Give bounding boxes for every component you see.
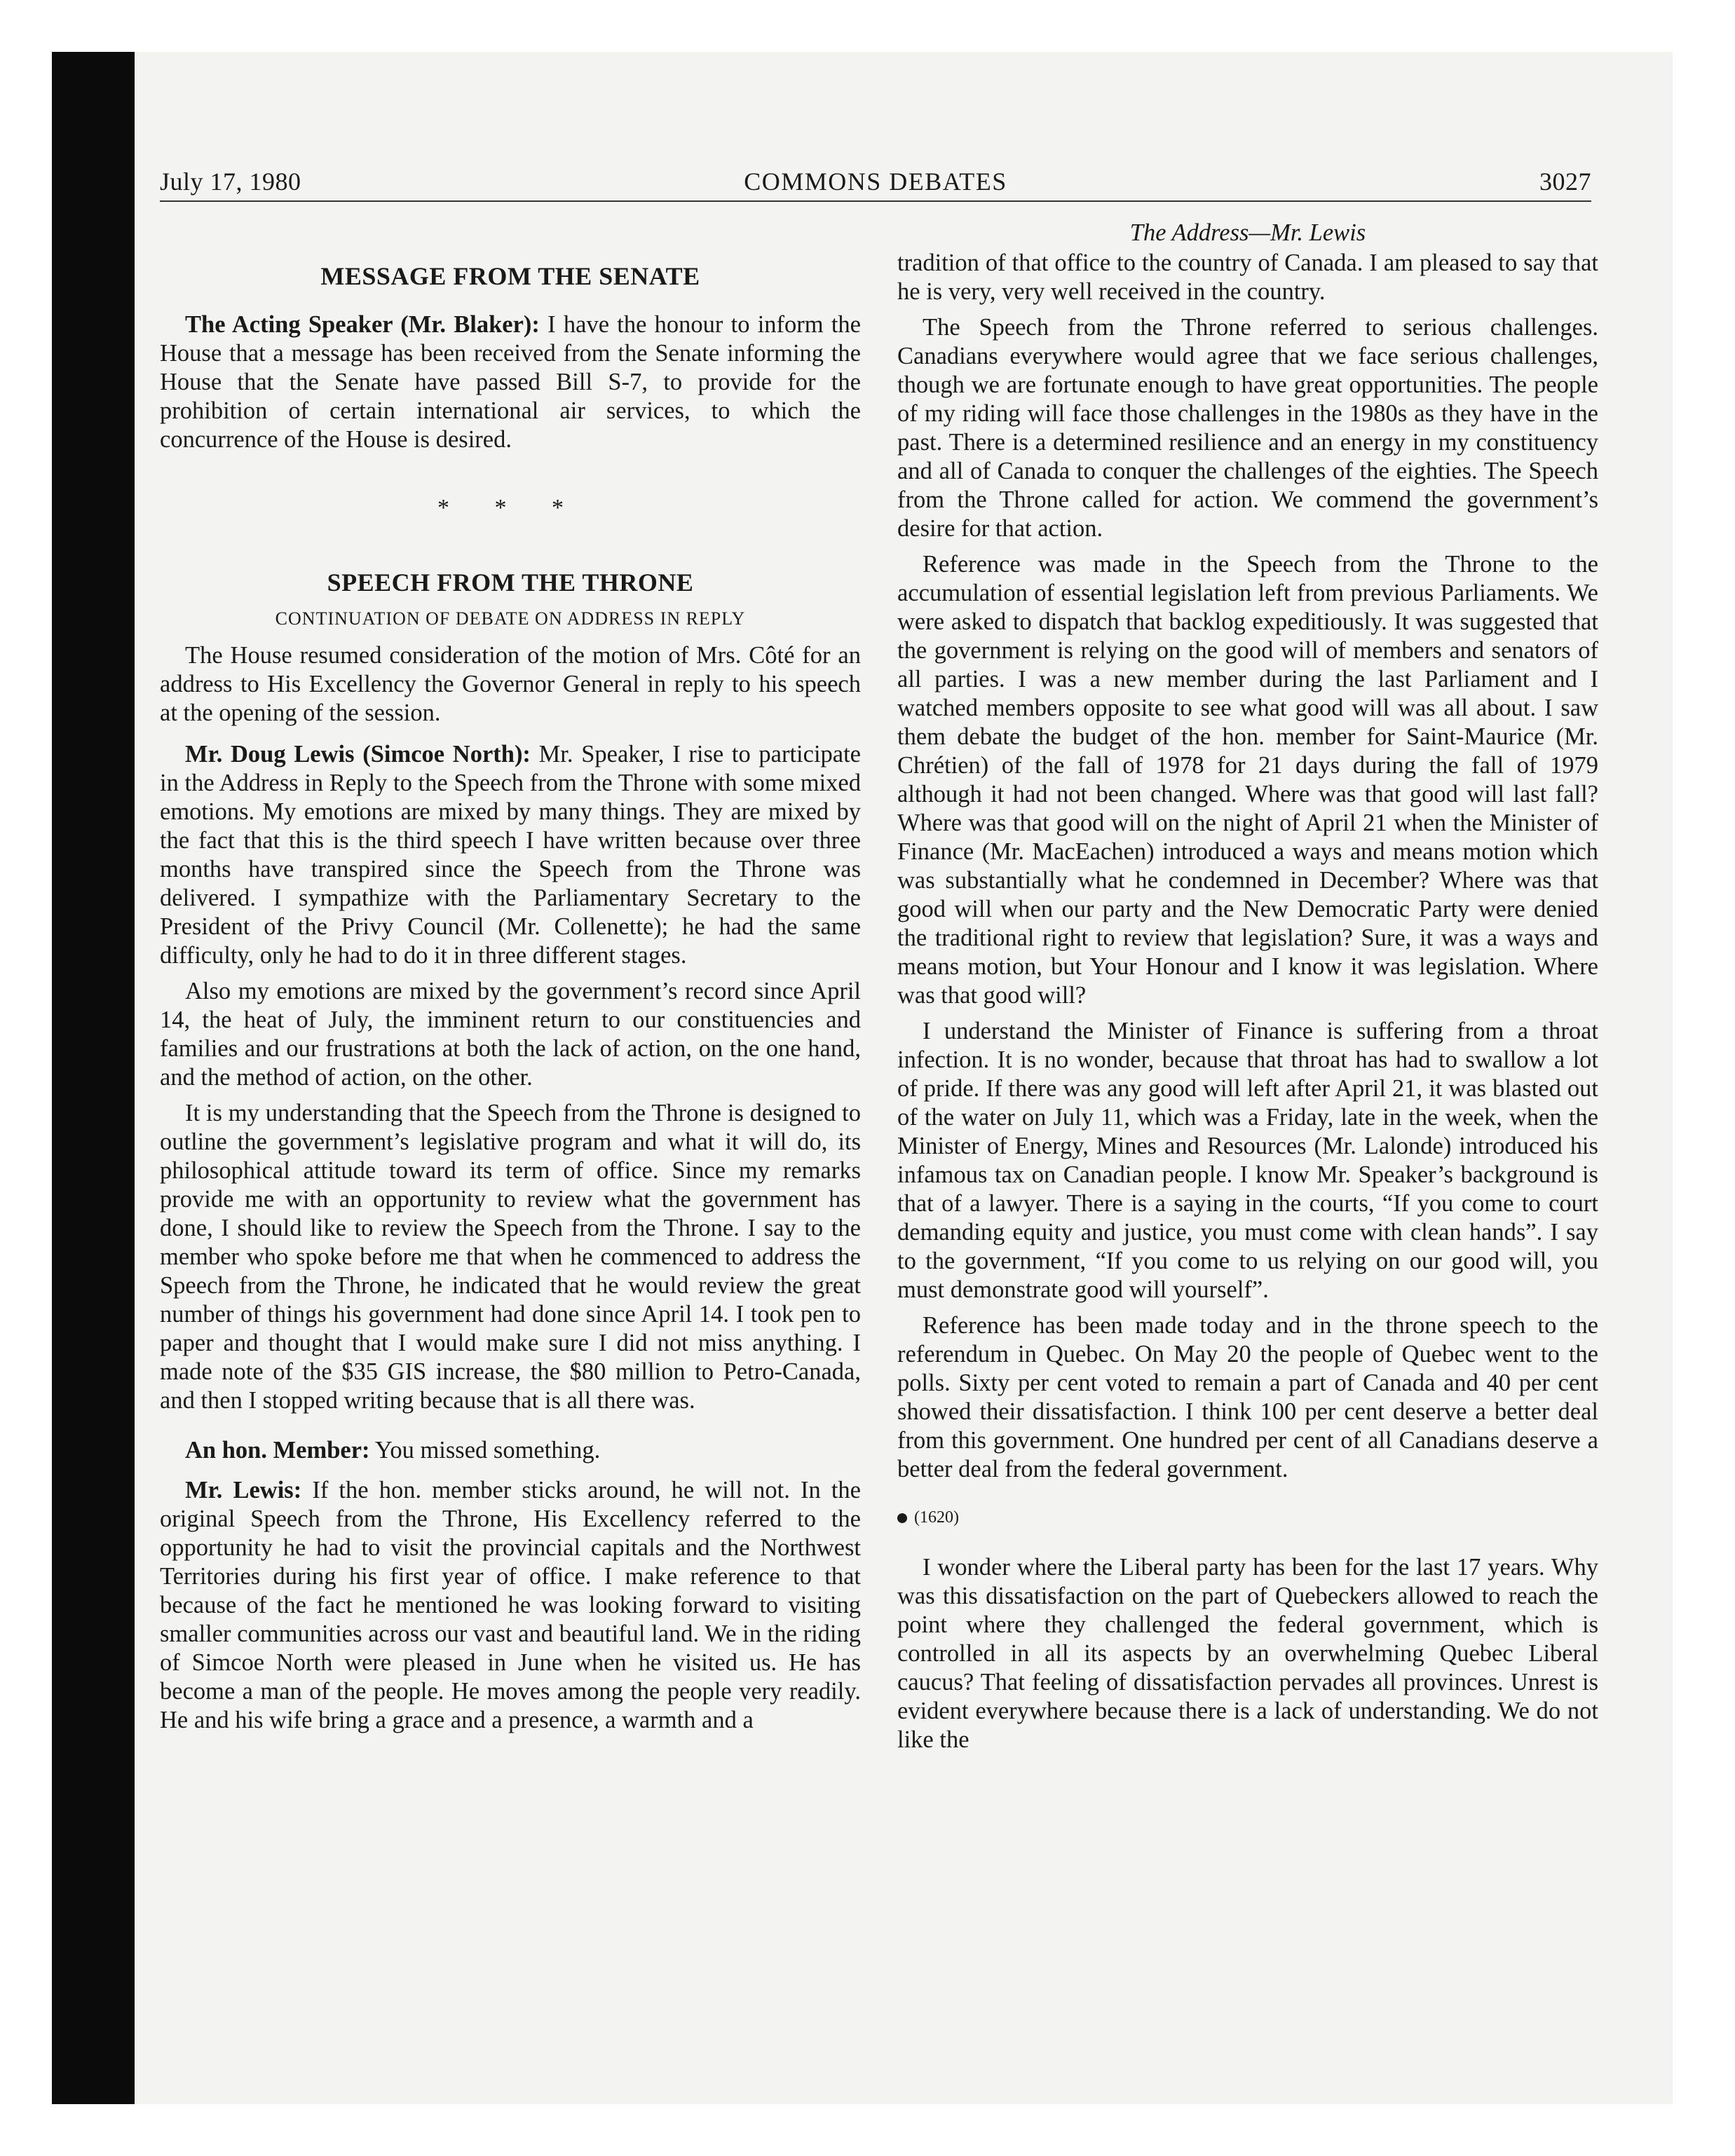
paragraph-text: Mr. Speaker, I rise to participate in the Address in Reply to the Speech from the Throne with some mixed emotions. My emotions are mixed by many things. They are mixed by the fact that this is the third speech I have written because over three months have transpired since the Speech from the Throne was delivered. I sympathize with the Parliamentary Secretary to the President of the Privy Council (Mr. Collenette); he had the same difficulty, only he had to do it in three different stages. bbox=[160, 741, 861, 969]
binding-edge bbox=[52, 52, 135, 2104]
lewis-paragraph-2 bbox=[160, 1476, 861, 1735]
liberal-paragraph: I wonder where the Liberal party has been for the last 17 years. Why was this dissatisfaction on the part of Quebeckers allowed to reach the point where they challenged the federal government, which is controlled in all its aspects by an overwhelming Quebec Liberal caucus? That feeling of dissatisfaction pervades all provinces. Unrest is evident everywhere because there is a lack of understanding. We do not like the bbox=[897, 1554, 1598, 1753]
resumed-paragraph: The House resumed consideration of the motion of Mrs. Côté for an address to His Excellency the Governor General in reply to his speech at the opening of the session. bbox=[160, 642, 861, 726]
page-header bbox=[160, 165, 1591, 202]
running-head: The Address—Mr. Lewis bbox=[1129, 219, 1366, 246]
speaker-name: The Acting Speaker (Mr. Blaker): bbox=[185, 311, 540, 338]
time-marker bbox=[897, 1503, 1598, 1532]
senate-heading: MESSAGE FROM THE SENATE bbox=[320, 262, 700, 290]
lewis-paragraph-1 bbox=[160, 740, 861, 970]
paragraph-text: I have the honour to inform the House that a message has been received from the Senate informing the House that the Senate have passed Bill S-7, to provide for the prohibition of certain international air services, to which the concurrence of the House is desired. bbox=[160, 311, 861, 453]
page-number: 3027 bbox=[1539, 168, 1591, 196]
challenges-paragraph: The Speech from the Throne referred to serious challenges. Canadians everywhere would agree that we face serious challenges, though we are fortunate enough to have great opportunities. The people of my riding will face those challenges in the 1980s as they have in the past. There is a determined resilience and an energy in my constituency and all of Canada to conquer the challenges of the eighties. The Speech from the Throne called for action. We commend the government’s desire for that action. bbox=[897, 314, 1598, 542]
right-column bbox=[897, 219, 1598, 1761]
speaker-name: Mr. Lewis: bbox=[185, 1477, 302, 1503]
throne-subheading: CONTINUATION OF DEBATE ON ADDRESS IN REPLY bbox=[275, 608, 746, 629]
left-column bbox=[160, 219, 861, 1742]
referendum-paragraph: Reference has been made today and in the throne speech to the referendum in Quebec. On May 20 the people of Quebec went to the polls. Sixty per cent voted to remain a part of Canada and 40 per cent showed their dissatisfaction. I think 100 per cent deserve a better deal from this government. One hundred per cent of all Canadians deserve a better deal from the federal government. bbox=[897, 1312, 1598, 1482]
speaker-name: An hon. Member: bbox=[185, 1437, 370, 1464]
section-separator: * * * bbox=[437, 495, 583, 521]
throne-heading: SPEECH FROM THE THRONE bbox=[327, 568, 694, 596]
time-marker-label: (1620) bbox=[914, 1508, 959, 1527]
senate-message-paragraph bbox=[160, 311, 861, 454]
understanding-paragraph: It is my understanding that the Speech from the Throne is designed to outline the government’s legislative program and what it will do, its philosophical attitude toward its term of office. Since my remarks provide me with an opportunity to review what the government has done, I should like to review the Speech from the Throne. I say to the member who spoke before me that when he commenced to address the Speech from the Throne, he indicated that he would review the great number of things his government had done since April 14. I took pen to paper and thought that I would make sure I did not miss anything. I made note of the $35 GIS increase, the $80 million to Petro-Canada, and then I stopped writing because that is all there was. bbox=[160, 1100, 861, 1414]
tradition-paragraph: tradition of that office to the country of Canada. I am pleased to say that he is very, very well received in the country. bbox=[897, 250, 1598, 305]
header-date: July 17, 1980 bbox=[160, 168, 301, 196]
header-title: COMMONS DEBATES bbox=[744, 168, 1007, 196]
speaker-name: Mr. Doug Lewis (Simcoe North): bbox=[185, 741, 531, 767]
minister-paragraph: I understand the Minister of Finance is suffering from a throat infection. It is no wonder, because that throat has had to swallow a lot of pride. If there was any good will left after April 21, it was blasted out of the water on July 11, which was a Friday, late in the week, when the Minister of Energy, Mines and Resources (Mr. Lalonde) introduced his infamous tax on Canadian people. I know Mr. Speaker’s background is that of a lawyer. There is a saying in the courts, “If you come to court demanding equity and justice, you must come with clean hands”. I say to the government, “If you come to us relying on our good will, you must demonstrate good will yourself”. bbox=[897, 1018, 1598, 1303]
bullet-dot-icon bbox=[897, 1513, 907, 1523]
emotions-paragraph: Also my emotions are mixed by the government’s record since April 14, the heat of July, the imminent return to our constituencies and families and our frustrations at both the lack of action, on the one hand, and the method of action, on the other. bbox=[160, 978, 861, 1091]
hon-member-paragraph bbox=[160, 1436, 861, 1465]
paragraph-text: You missed something. bbox=[369, 1437, 601, 1464]
legislation-paragraph: Reference was made in the Speech from the Throne to the accumulation of essential legislation left from previous Parliaments. We were asked to dispatch that backlog expeditiously. It was suggested that the government is relying on the good will of members and senators of all parties. I was a new member during the last Parliament and I watched members opposite to see what good will was all about. I saw them debate the budget of the hon. member for Saint-Maurice (Mr. Chrétien) of the fall of 1978 for 21 days during the fall of 1979 although it had not been changed. Where was that good will last fall? Where was that good will on the night of April 21 when the Minister of Finance (Mr. MacEachen) introduced a ways and means motion which was substantially what he condemned in December? Where was that good will when our party and the New Democratic Party were denied the traditional right to review that legislation? Sure, it was a ways and means motion, but Your Honour and I know it was legislation. Where was that good will? bbox=[897, 551, 1598, 1009]
paragraph-text: If the hon. member sticks around, he will not. In the original Speech from the Throne, His Excellency referred to the opportunity he had to visit the provincial capitals and the Northwest Territories during his first year of office. I make reference to that because of the fact he mentioned he was looking forward to visiting smaller communities across our vast and beautiful land. We in the riding of Simcoe North were pleased in June when he visited us. He has become a man of the people. He moves among the people very readily. He and his wife bring a grace and a presence, a warmth and a bbox=[160, 1477, 861, 1733]
